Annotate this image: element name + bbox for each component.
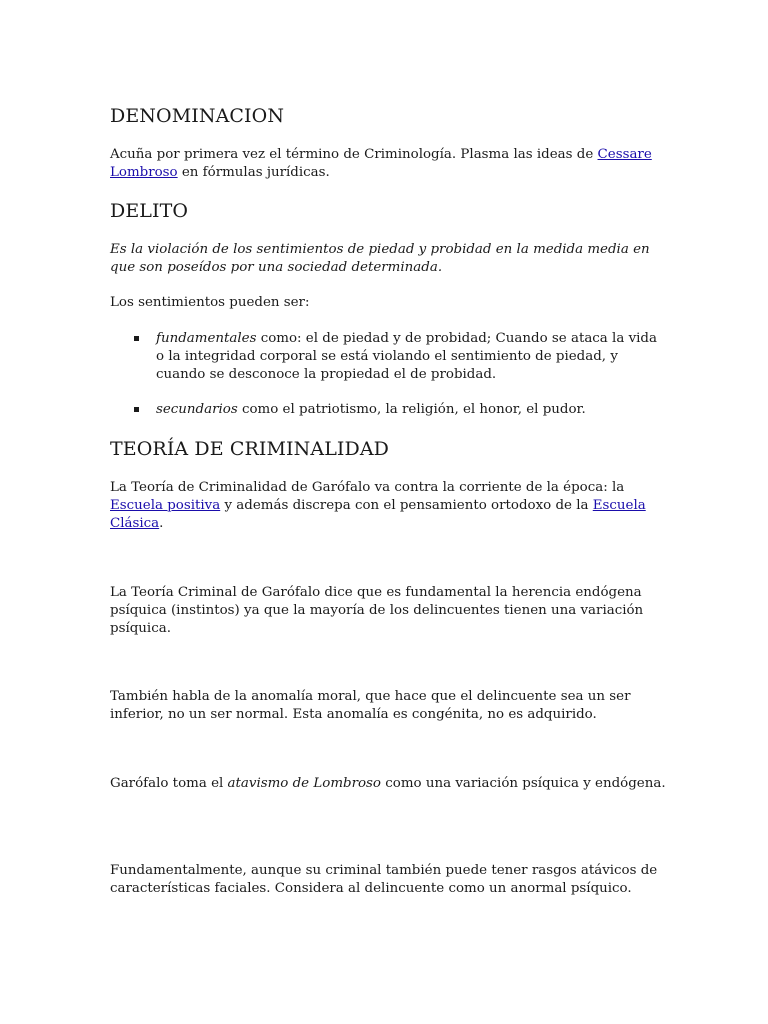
bullet-icon: [134, 407, 139, 412]
paragraph-teoria-5: Fundamentalmente, aunque su criminal también puede tener rasgos atávicos de características faciales. Considera al delincuente como un anormal psíquico.: [110, 863, 658, 896]
heading-delito: DELITO: [110, 200, 189, 222]
atavismo-emphasis: atavismo de Lombroso: [227, 776, 381, 791]
text: en fórmulas jurídicas.: [177, 165, 330, 180]
text: La Teoría de Criminalidad de Garófalo va contra la corriente de la época: la: [110, 480, 625, 495]
link-cessare-lombroso[interactable]: Cessare Lombroso: [110, 147, 652, 180]
paragraph-teoria-2: La Teoría Criminal de Garófalo dice que es fundamental la herencia endógena psíquica (instintos) ya que la mayoría de los delincuentes tienen una variación psíquica.: [110, 585, 644, 636]
paragraph-teoria-3: También habla de la anomalía moral, que hace que el delincuente sea un ser inferior, no un ser normal. Esta anomalía es congénita, no es adquirido.: [110, 689, 631, 722]
link-escuela-positiva[interactable]: Escuela positiva: [110, 498, 221, 513]
bullet-icon: [134, 336, 139, 341]
list-item: [110, 330, 660, 384]
paragraph-teoria-1: [110, 479, 670, 533]
list-item-term: secundarios: [156, 402, 238, 417]
paragraph-teoria-4: [110, 775, 670, 793]
sentimientos-list: [110, 330, 670, 384]
sentimientos-list-2: [110, 401, 670, 419]
paragraph-delito-definition: [110, 241, 670, 277]
link-escuela-clasica[interactable]: Escuela Clásica: [110, 498, 646, 531]
text: y además discrepa con el pensamiento ortodoxo de la: [220, 498, 593, 513]
list-item-text: como el patriotismo, la religión, el honor, el pudor.: [237, 402, 586, 417]
definition-text: Es la violación de los sentimientos de piedad y probidad en la medida media en que son poseídos por una sociedad determinada.: [110, 242, 650, 275]
paragraph-sentimientos-intro: Los sentimientos pueden ser:: [110, 295, 310, 310]
heading-denominacion: DENOMINACION: [110, 105, 285, 127]
text: como una variación psíquica y endógena.: [381, 776, 666, 791]
text: .: [159, 516, 164, 531]
list-item-text: como: el de piedad y de probidad; Cuando se ataca la vida o la integridad corporal se está violando el sentimiento de piedad, y cuando se desconoce la propiedad el de probidad.: [156, 331, 657, 382]
text: Garófalo toma el: [110, 776, 228, 791]
text: Acuña por primera vez el término de Criminología. Plasma las ideas de: [110, 147, 598, 162]
list-item-term: fundamentales: [156, 331, 257, 346]
paragraph-denominacion: [110, 146, 670, 182]
heading-teoria-criminalidad: TEORÍA DE CRIMINALIDAD: [110, 438, 389, 460]
list-item: [110, 401, 660, 419]
